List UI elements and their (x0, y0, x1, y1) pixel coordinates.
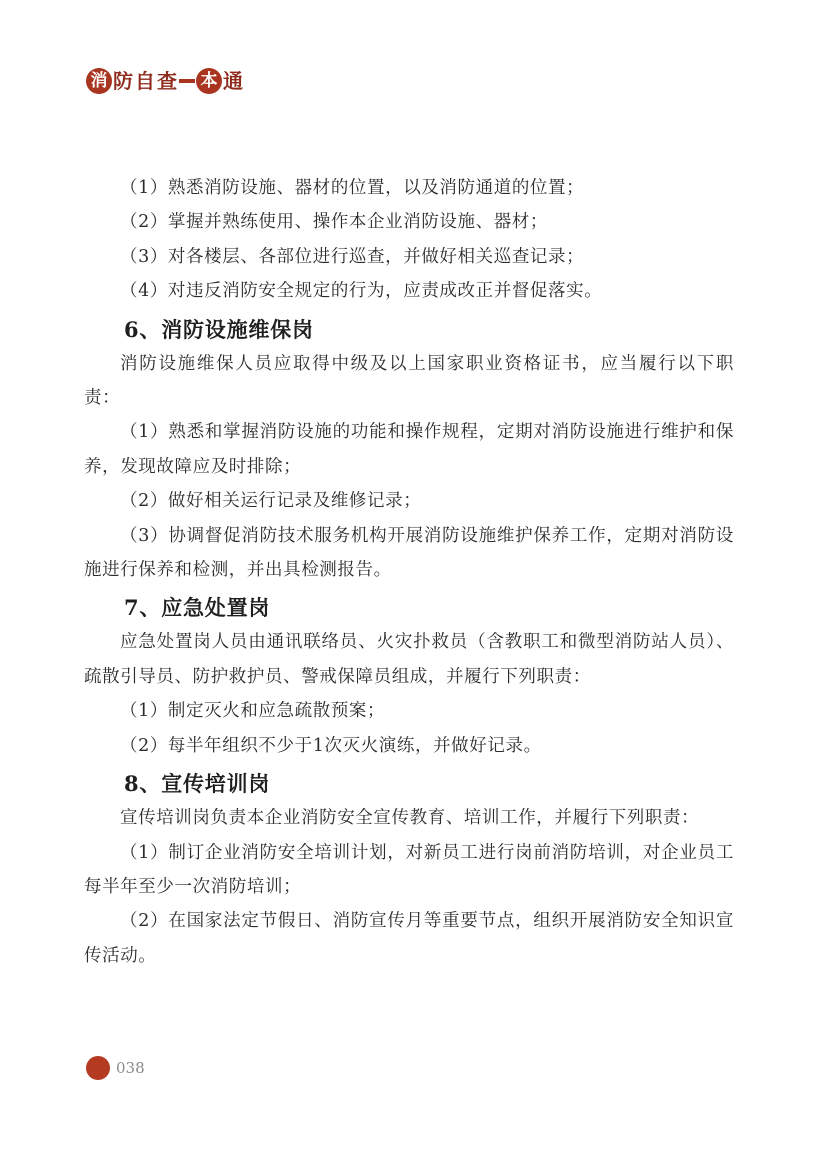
logo-char-xiao: 消 (86, 68, 112, 94)
paragraph: 应急处置岗人员由通讯联络员、火灾扑救员（含教职工和微型消防站人员）、疏散引导员、防护救护员、警戒保障员组成，并履行下列职责： (84, 632, 734, 687)
paragraph: （2）做好相关运行记录及维修记录； (120, 491, 422, 512)
page-footer (86, 1056, 145, 1080)
book-series-logo (86, 66, 244, 96)
logo-char-ben: 本 (196, 68, 222, 94)
paragraph: （1）熟悉消防设施、器材的位置，以及消防通道的位置； (120, 178, 585, 198)
logo-char-yi (179, 79, 195, 83)
page-number: 038 (116, 1059, 145, 1077)
paragraph: （1）制订企业消防安全培训计划，对新员工进行岗前消防培训，对企业员工每半年至少一次消防培训； (84, 842, 734, 897)
paragraph: （2）在国家法定节假日、消防宣传月等重要节点，组织开展消防安全知识宣传活动。 (84, 911, 734, 966)
section-heading-6: 6、消防设施维保岗 (124, 316, 314, 342)
paragraph: （2）掌握并熟练使用、操作本企业消防设施、器材； (120, 212, 549, 233)
paragraph: （1）制定灭火和应急疏散预案； (120, 701, 386, 722)
paragraph: （3）对各楼层、各部位进行巡查，并做好相关巡查记录； (120, 246, 585, 267)
section-heading-7: 7、应急处置岗 (124, 595, 271, 621)
logo-char-tong: 通 (223, 69, 243, 93)
paragraph: 宣传培训岗负责本企业消防安全宣传教育、培训工作，并履行下列职责： (120, 808, 700, 829)
paragraph: （3）协调督促消防技术服务机构开展消防设施维护保养工作，定期对消防设施进行保养和检测，并出具检测报告。 (84, 525, 734, 581)
paragraph: （1）熟悉和掌握消防设施的功能和操作规程，定期对消防设施进行维护和保养，发现故障应及时排除； (84, 422, 734, 477)
paragraph: 消防设施维保人员应取得中级及以上国家职业资格证书，应当履行以下职责： (84, 353, 734, 409)
logo-char-zi: 自 (135, 69, 155, 93)
logo-char-cha: 查 (157, 69, 177, 93)
page-content (84, 171, 734, 973)
paragraph: （2）每半年组织不少于1次灭火演练，并做好记录。 (120, 735, 542, 756)
paragraph: （4）对违反消防安全规定的行为，应责成改正并督促落实。 (120, 281, 603, 302)
page-marker-dot (86, 1056, 110, 1080)
logo-char-fang: 防 (113, 69, 133, 93)
section-heading-8: 8、宣传培训岗 (124, 771, 271, 797)
